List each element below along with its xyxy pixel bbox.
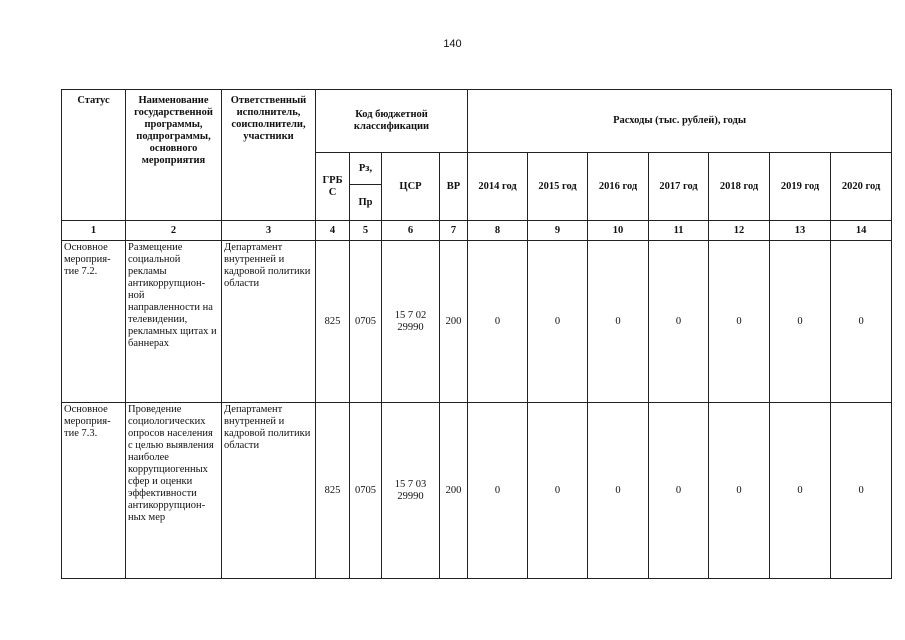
- row-value-2014: 0: [468, 403, 528, 579]
- row-status: Основное мероприя-тие 7.2.: [62, 241, 126, 403]
- budget-table: [61, 89, 892, 579]
- header-expenses: Расходы (тыс. рублей), годы: [468, 90, 892, 153]
- row-csr: 15 7 03 29990: [382, 403, 440, 579]
- column-number: 13: [770, 221, 831, 241]
- header-year-2014: 2014 год: [468, 153, 528, 221]
- header-year-2019: 2019 год: [770, 153, 831, 221]
- row-value-2018: 0: [709, 403, 770, 579]
- header-year-2018: 2018 год: [709, 153, 770, 221]
- row-value-2015: 0: [528, 241, 588, 403]
- row-rzpr: 0705: [350, 241, 382, 403]
- header-year-2016: 2016 год: [588, 153, 649, 221]
- row-csr: 15 7 02 29990: [382, 241, 440, 403]
- column-number: 4: [316, 221, 350, 241]
- row-grbs: 825: [316, 403, 350, 579]
- row-vr: 200: [440, 241, 468, 403]
- row-value-2014: 0: [468, 241, 528, 403]
- row-responsible: Департамент внутренней и кадровой политики области: [222, 241, 316, 403]
- row-value-2015: 0: [528, 403, 588, 579]
- row-value-2020: 0: [831, 241, 892, 403]
- header-responsible: Ответственный исполнитель, соисполнители, участники: [222, 90, 316, 221]
- column-number: 2: [126, 221, 222, 241]
- column-number: 12: [709, 221, 770, 241]
- header-year-2015: 2015 год: [528, 153, 588, 221]
- header-year-2020: 2020 год: [831, 153, 892, 221]
- header-status: Статус: [62, 90, 126, 221]
- row-value-2019: 0: [770, 403, 831, 579]
- row-status: Основное мероприя-тие 7.3.: [62, 403, 126, 579]
- column-number: 14: [831, 221, 892, 241]
- row-value-2018: 0: [709, 241, 770, 403]
- row-value-2017: 0: [649, 241, 709, 403]
- header-grbs: ГРБ С: [316, 153, 350, 221]
- header-csr: ЦСР: [382, 153, 440, 221]
- row-value-2020: 0: [831, 403, 892, 579]
- row-name: Проведение социологических опросов населения с целью выявления наиболее коррупциогенных сфер и оценки эффективности антикоррупцион-ных мер: [126, 403, 222, 579]
- column-number: 3: [222, 221, 316, 241]
- row-grbs: 825: [316, 241, 350, 403]
- table-row: [62, 241, 892, 403]
- row-value-2016: 0: [588, 403, 649, 579]
- column-number: 11: [649, 221, 709, 241]
- header-rz: Рз,: [350, 153, 382, 185]
- row-responsible: Департамент внутренней и кадровой политики области: [222, 403, 316, 579]
- row-value-2016: 0: [588, 241, 649, 403]
- table-row: [62, 403, 892, 579]
- column-number: 1: [62, 221, 126, 241]
- column-number: 7: [440, 221, 468, 241]
- header-year-2017: 2017 год: [649, 153, 709, 221]
- page-number: 140: [443, 38, 462, 50]
- header-budget-code: Код бюджетной классификации: [316, 90, 468, 153]
- row-name: Размещение социальной рекламы антикоррупцион-ной направленности на телевидении, рекламных щитах и баннерах: [126, 241, 222, 403]
- header-pr: Пр: [350, 185, 382, 221]
- row-vr: 200: [440, 403, 468, 579]
- header-vr: ВР: [440, 153, 468, 221]
- row-rzpr: 0705: [350, 403, 382, 579]
- column-number: 6: [382, 221, 440, 241]
- column-number: 8: [468, 221, 528, 241]
- column-number: 10: [588, 221, 649, 241]
- header-name: Наименование государственной программы, подпрограммы, основного мероприятия: [126, 90, 222, 221]
- row-value-2017: 0: [649, 403, 709, 579]
- column-number: 9: [528, 221, 588, 241]
- column-number: 5: [350, 221, 382, 241]
- row-value-2019: 0: [770, 241, 831, 403]
